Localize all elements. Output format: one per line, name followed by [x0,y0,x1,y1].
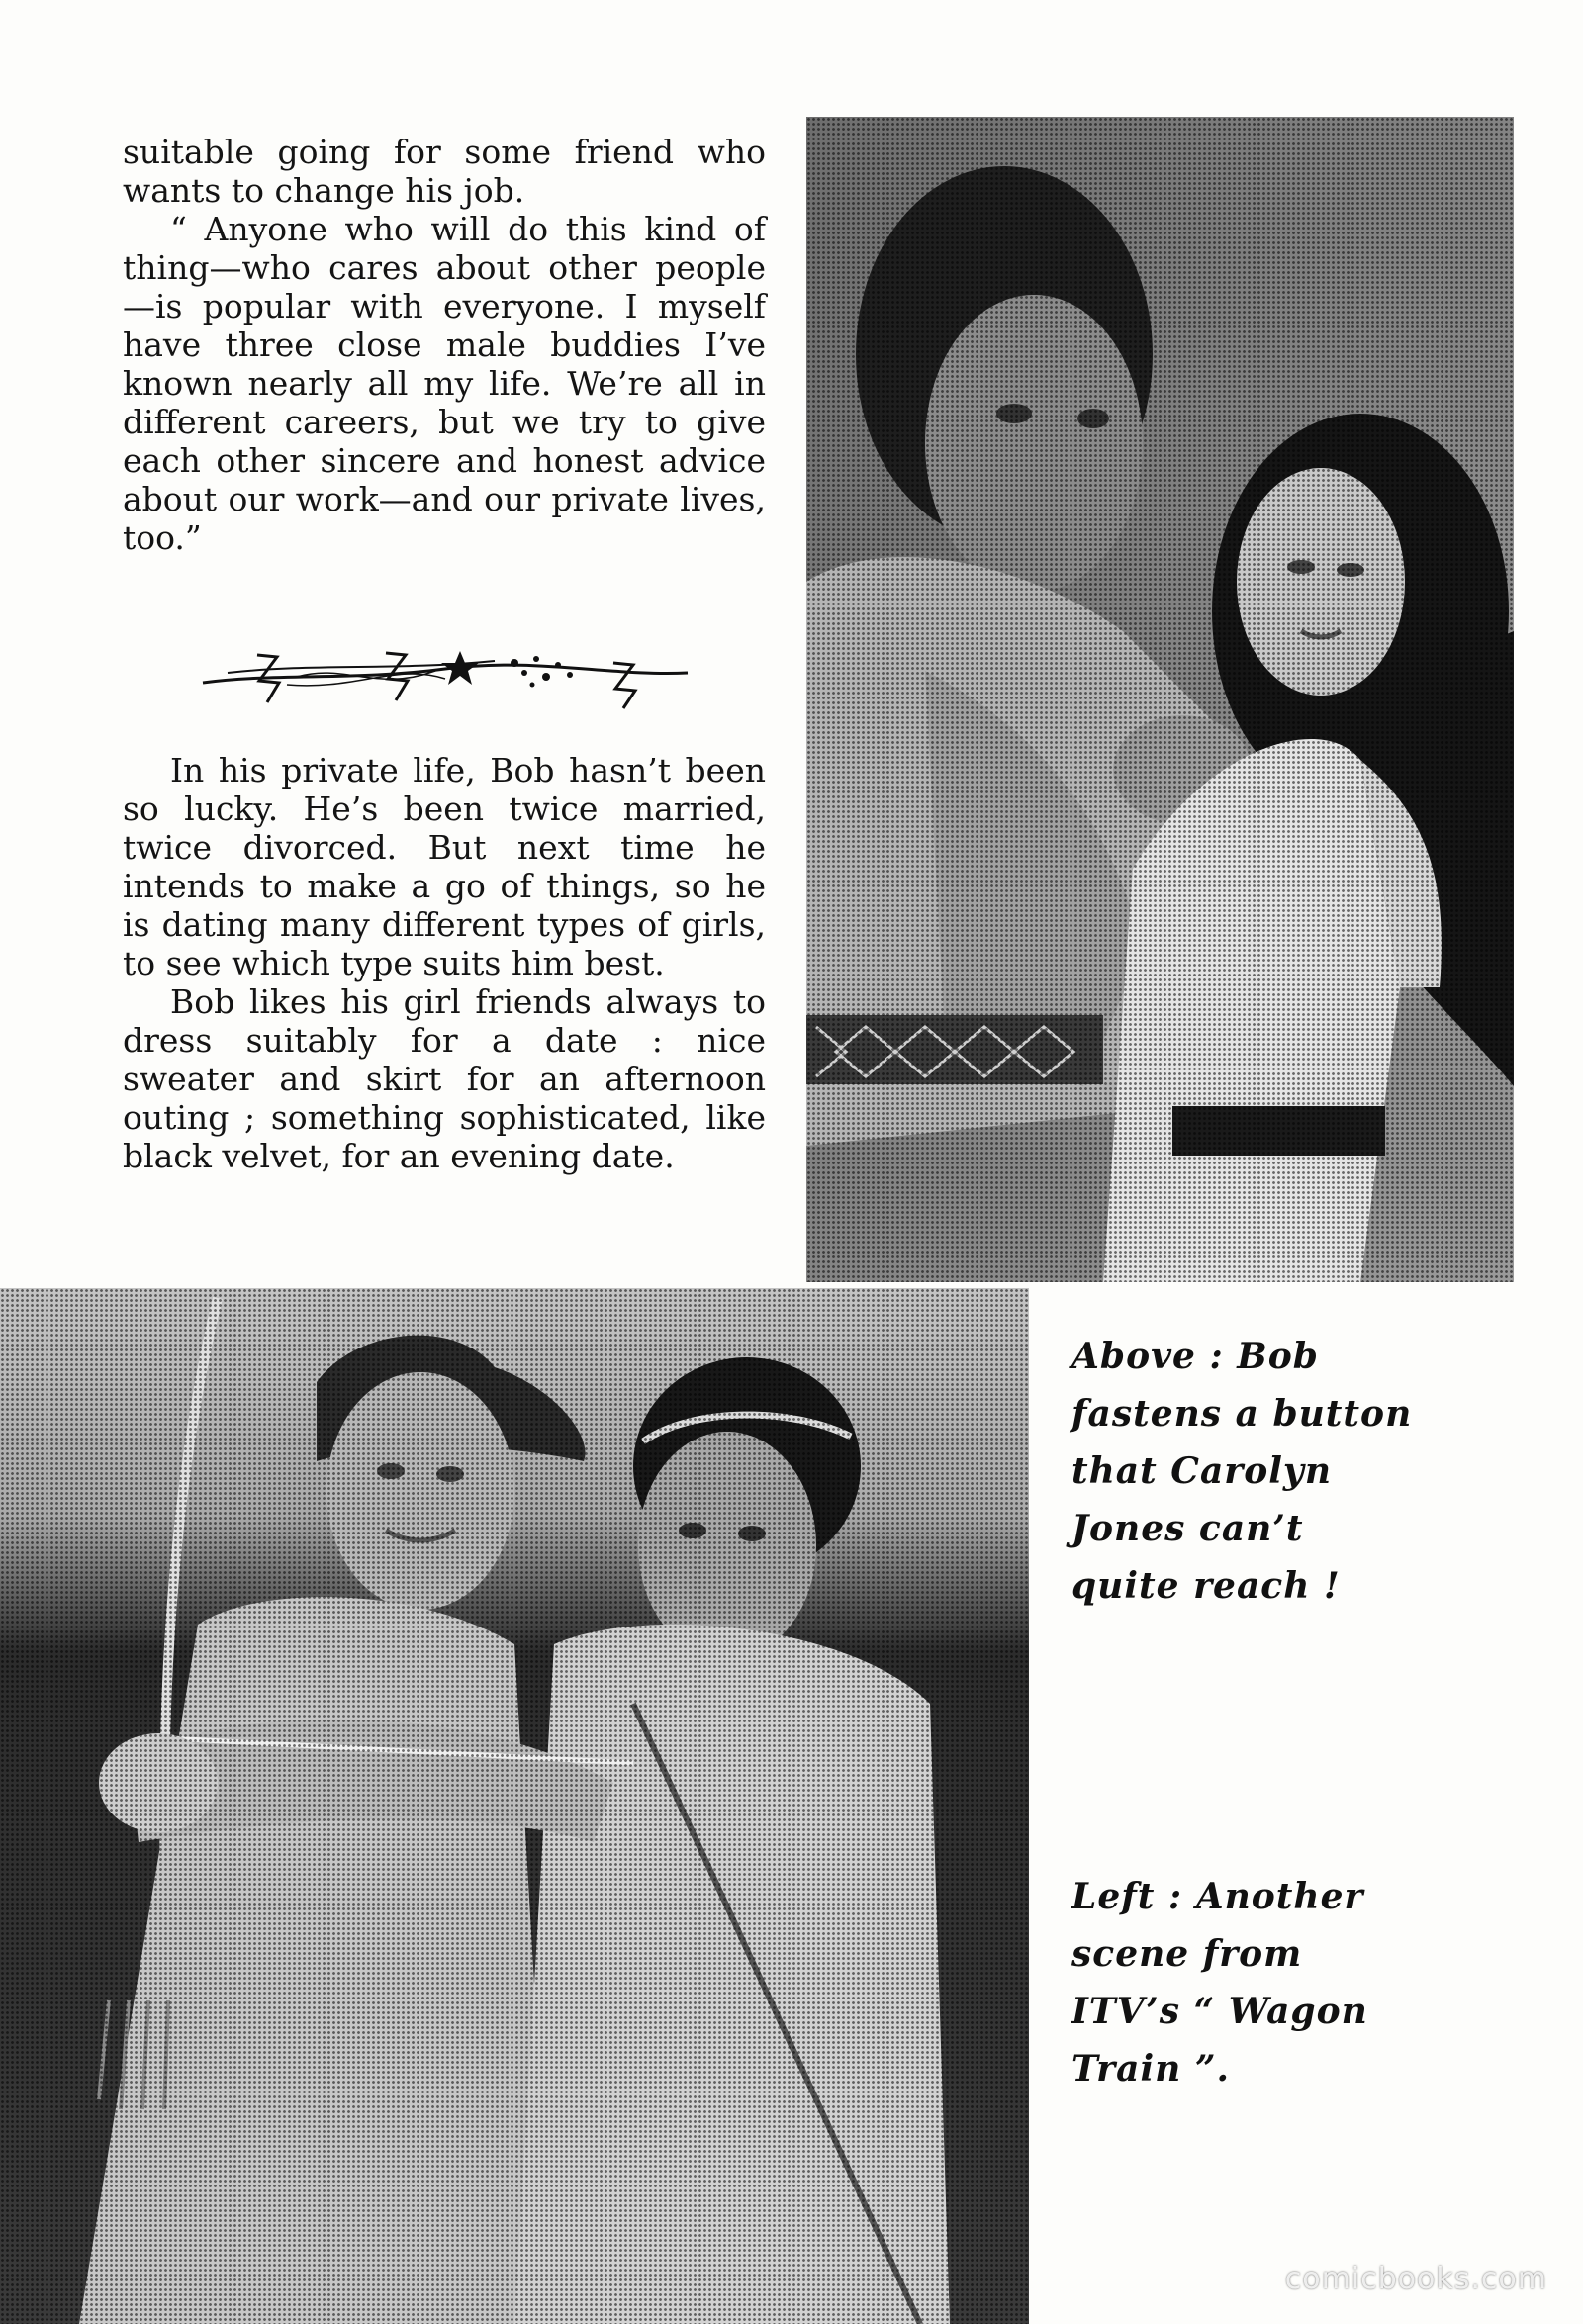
decorative-ornament [198,633,693,712]
caption-line: fastens a button [1071,1393,1413,1435]
article-text-top [123,133,766,557]
paragraph-continuation: suitable going for some friend who wants to change his job. [123,133,766,210]
watermark: comicbooks.com [1284,2262,1547,2296]
caption-left [1071,1868,1467,2097]
caption-line: ITV’s “ Wagon [1071,1991,1368,2032]
paragraph-private-life: In his private life, Bob hasn’t been so lucky. He’s been twice married, twice divorced. But next time he intends to make a go of things, so he is dating many different types of girls, to see which type suits him best. [123,751,766,982]
caption-above [1071,1328,1467,1615]
paragraph-girl-friends: Bob likes his girl friends always to dress suitably for a date : nice sweater and skirt for an afternoon outing ; something sophisticated, like black velvet, for an evening date. [123,982,766,1175]
caption-line: Jones can’t [1071,1508,1304,1549]
caption-line: quite reach ! [1071,1565,1341,1607]
caption-line: Left : Another [1071,1876,1364,1917]
caption-line: scene from [1071,1933,1303,1975]
article-text-bottom [123,751,766,1175]
caption-line: Train ”. [1071,2048,1231,2090]
paragraph-quote: “ Anyone who will do this kind of thing—who cares about other people—is popular with everyone. I myself have three close male buddies I’ve known nearly all my life. We’re all in different careers, but we try to give each other sincere and honest advice about our work—and our private lives, too.” [123,210,766,557]
photo-bob-and-carolyn-jones [806,117,1514,1282]
photo-wagon-train-scene [0,1288,1029,2324]
caption-line: that Carolyn [1071,1450,1333,1492]
caption-line: Above : Bob [1071,1336,1319,1377]
